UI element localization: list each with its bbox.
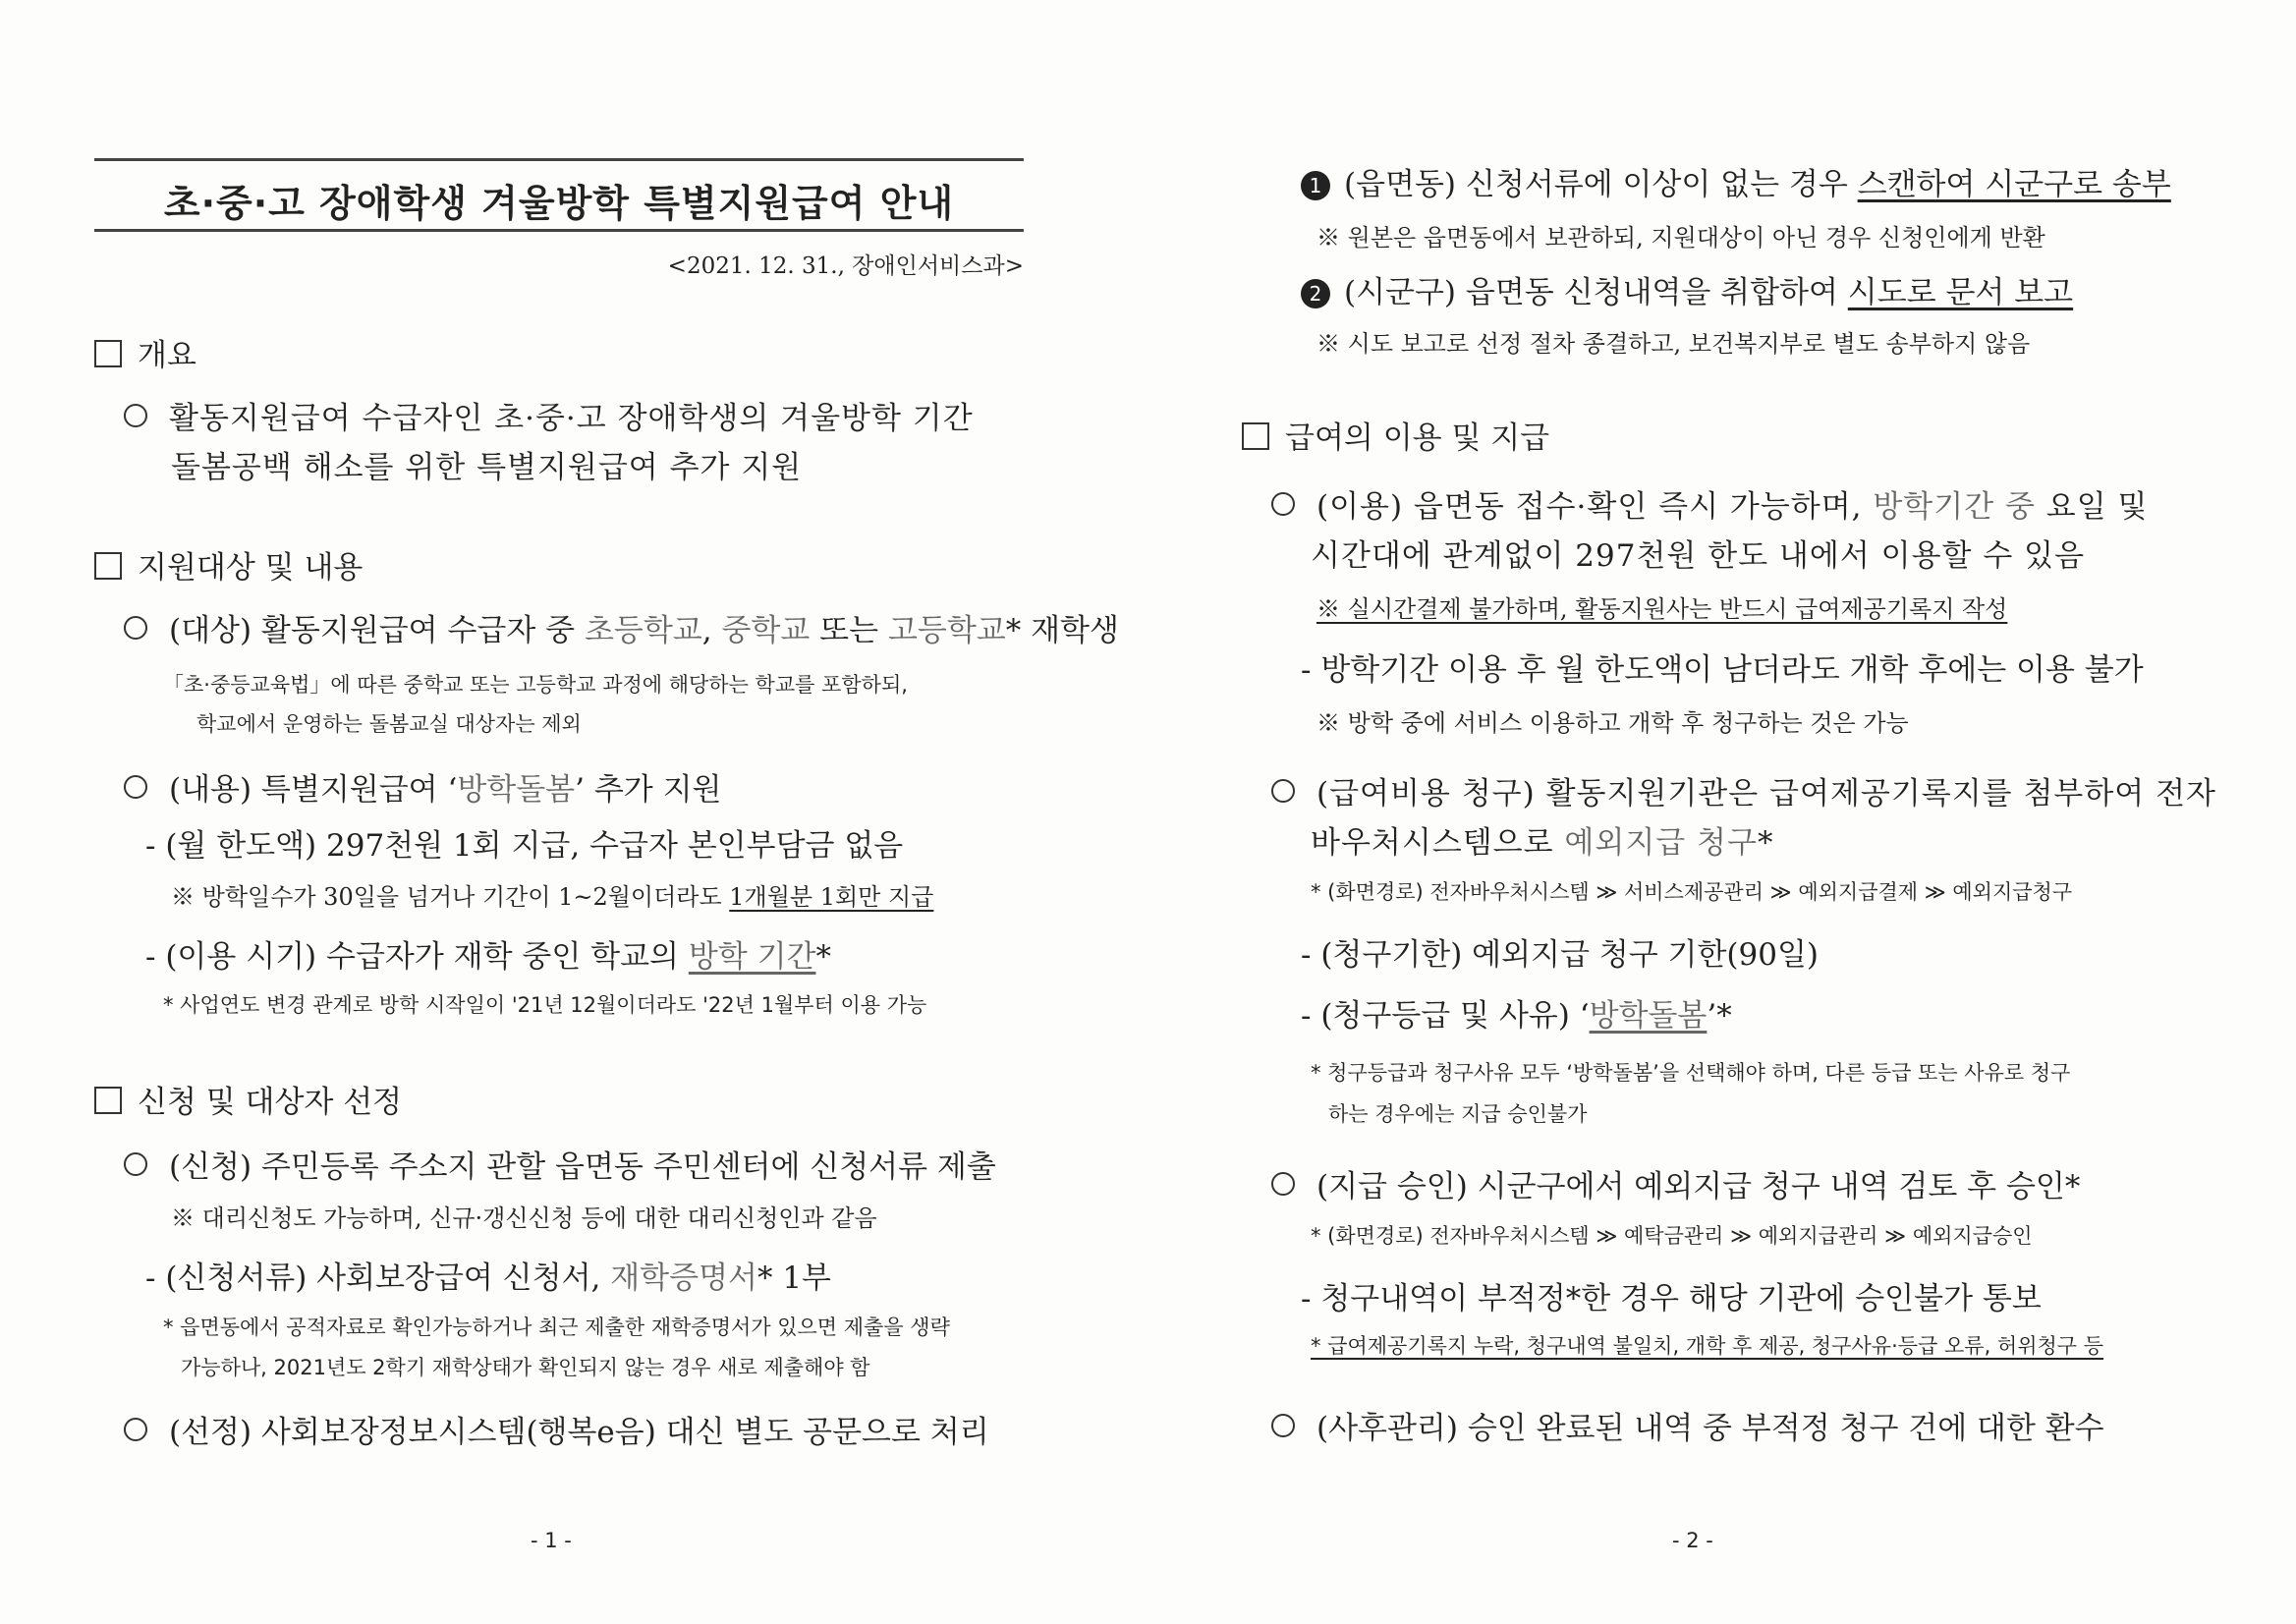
claim-bullet-line-1: (급여비용 청구) 활동지원기관은 급여제공기록지를 첨부하여 전자: [1271, 768, 2216, 812]
usage-period-footnote: * 사업연도 변경 관계로 방학 시작일이 '21년 12월이더라도 '22년 1월부터 이용 가능: [163, 993, 927, 1017]
application-note: ※ 대리신청도 가능하며, 신규·갱신신청 등에 대한 대리신청인과 같음: [171, 1204, 877, 1232]
document-title: 초·중·고 장애학생 겨울방학 특별지원급여 안내: [163, 182, 955, 225]
step-1: 1 (읍면동) 신청서류에 이상이 없는 경우 스캔하여 시군구로 송부: [1301, 159, 2171, 203]
overview-bullet-line-1: 활동지원급여 수급자인 초·중·고 장애학생의 겨울방학 기간: [124, 393, 974, 437]
circle-bullet-icon: [124, 775, 147, 799]
circle-bullet-icon: [124, 616, 147, 640]
approval-bullet: (지급 승인) 시군구에서 예외지급 청구 내역 검토 후 승인*: [1271, 1161, 2080, 1205]
section-usage-payment: 급여의 이용 및 지급: [1242, 413, 1549, 457]
claim-bullet-line-2: 바우처시스템으로 예외지급 청구*: [1311, 825, 1774, 861]
monthly-limit-note: ※ 방학일수가 30일을 넘거나 기간이 1~2월이더라도 1개월분 1회만 지급: [171, 883, 934, 911]
number-2-icon: 2: [1301, 279, 1330, 308]
number-1-icon: 1: [1301, 171, 1330, 200]
step-1-note: ※ 원본은 읍면동에서 보관하되, 지원대상이 아닌 경우 신청인에게 반환: [1316, 224, 2045, 252]
eligibility-target: (대상) 활동지원급여 수급자 중 초등학교, 중학교 또는 고등학교* 재학생: [124, 605, 1119, 649]
circle-bullet-icon: [1271, 779, 1295, 803]
page-number-1: - 1 -: [531, 1529, 572, 1552]
checkbox-square-icon: [94, 552, 122, 580]
overview-bullet-line-2: 돌봄공백 해소를 위한 특별지원급여 추가 지원: [171, 450, 803, 485]
claim-grade-footnote-line-1: * 청구등급과 청구사유 모두 ‘방학돌봄’을 선택해야 하며, 다른 등급 또는 사유로 청구: [1311, 1061, 2071, 1085]
usage-bullet-line-2: 시간대에 관계없이 297천원 한도 내에서 이용할 수 있음: [1311, 538, 2086, 574]
document-date: <2021. 12. 31., 장애인서비스과>: [667, 253, 1024, 279]
application-footnote-line-2: 가능하나, 2021년도 2학기 재학상태가 확인되지 않는 경우 새로 제출해야 함: [181, 1356, 870, 1379]
circle-bullet-icon: [124, 404, 147, 427]
eligibility-footnote-line-2: 학교에서 운영하는 돌봄교실 대상자는 제외: [196, 712, 582, 736]
usage-limit-line: - 방학기간 이용 후 월 한도액이 남더라도 개학 후에는 이용 불가: [1301, 652, 2144, 688]
usage-bullet-line-1: (이용) 읍면동 접수·확인 즉시 가능하며, 방학기간 중 요일 및: [1271, 481, 2149, 526]
usage-note: ※ 실시간결제 불가하며, 활동지원사는 반드시 급여제공기록지 작성: [1316, 595, 2008, 623]
circle-bullet-icon: [1271, 492, 1295, 516]
approval-reject-line: - 청구내역이 부적정*한 경우 해당 기관에 승인불가 통보: [1301, 1281, 2042, 1316]
page-number-2: - 2 -: [1672, 1529, 1713, 1552]
claim-grade-line: - (청구등급 및 사유) ‘방학돌봄’*: [1301, 998, 1732, 1034]
step-2: 2 (시군구) 읍면동 신청내역을 취합하여 시도로 문서 보고: [1301, 267, 2073, 311]
application-bullet: (신청) 주민등록 주소지 관할 읍면동 주민센터에 신청서류 제출: [124, 1142, 996, 1186]
eligibility-footnote-line-1: 「초·중등교육법」에 따른 중학교 또는 고등학교 과정에 해당하는 학교를 포함하되,: [163, 673, 908, 697]
checkbox-square-icon: [94, 340, 122, 367]
selection-bullet: (선정) 사회보장정보시스템(행복e음) 대신 별도 공문으로 처리: [124, 1407, 989, 1451]
usage-period-line: - (이용 시기) 수급자가 재학 중인 학교의 방학 기간*: [145, 939, 831, 975]
monthly-limit-line: - (월 한도액) 297천원 1회 지급, 수급자 본인부담금 없음: [145, 828, 904, 864]
circle-bullet-icon: [1271, 1172, 1295, 1196]
step-2-note: ※ 시도 보고로 선정 절차 종결하고, 보건복지부로 별도 송부하지 않음: [1316, 330, 2031, 358]
application-documents: - (신청서류) 사회보장급여 신청서, 재학증명서* 1부: [145, 1260, 831, 1296]
approval-path-footnote: * (화면경로) 전자바우처시스템 ≫ 예탁금관리 ≫ 예외지급관리 ≫ 예외지급승인: [1311, 1224, 2033, 1248]
circle-bullet-icon: [1271, 1414, 1295, 1437]
section-eligibility: 지원대상 및 내용: [94, 542, 363, 587]
approval-reject-footnote: * 급여제공기록지 누락, 청구내역 불일치, 개학 후 제공, 청구사유·등급 오류, 허위청구 등: [1311, 1334, 2104, 1358]
section-overview: 개요: [94, 330, 196, 374]
eligibility-content: (내용) 특별지원급여 ‘방학돌봄’ 추가 지원: [124, 764, 721, 809]
application-footnote-line-1: * 읍면동에서 공적자료로 확인가능하거나 최근 제출한 재학증명서가 있으면 제출을 생략: [163, 1316, 950, 1339]
claim-deadline-line: - (청구기한) 예외지급 청구 기한(90일): [1301, 937, 1820, 973]
document-title-box: [94, 158, 1024, 232]
claim-path-footnote: * (화면경로) 전자바우처시스템 ≫ 서비스제공관리 ≫ 예외지급결제 ≫ 예외지급청구: [1311, 880, 2073, 904]
usage-limit-note: ※ 방학 중에 서비스 이용하고 개학 후 청구하는 것은 가능: [1316, 709, 1909, 737]
circle-bullet-icon: [124, 1152, 147, 1176]
post-management-bullet: (사후관리) 승인 완료된 내역 중 부적정 청구 건에 대한 환수: [1271, 1403, 2104, 1447]
page-2: [1148, 0, 2295, 1624]
checkbox-square-icon: [94, 1087, 122, 1114]
claim-grade-footnote-line-2: 하는 경우에는 지급 승인불가: [1328, 1102, 1588, 1126]
circle-bullet-icon: [124, 1418, 147, 1441]
section-application: 신청 및 대상자 선정: [94, 1077, 402, 1121]
checkbox-square-icon: [1242, 422, 1269, 450]
